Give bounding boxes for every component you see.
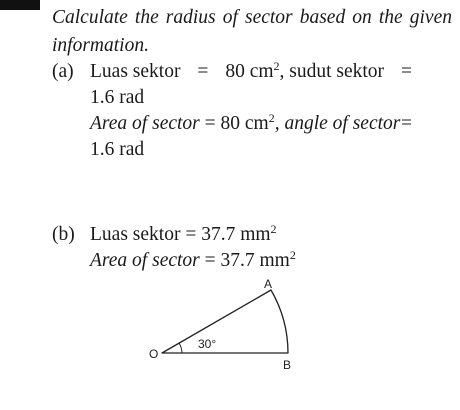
part-a-letter: (a) xyxy=(52,61,74,82)
point-a-label: A xyxy=(264,278,273,291)
part-a-malay-angle: 1.6 rad xyxy=(90,87,145,108)
part-a-english-label: Area of sector xyxy=(90,113,200,134)
part-b-malay-line xyxy=(90,222,450,248)
part-b-english-line xyxy=(90,248,450,274)
part-a-malay-value: 80 cm xyxy=(225,61,274,82)
part-b-english-equals: = xyxy=(199,250,221,271)
part-b-english-label: Area of sector xyxy=(90,250,200,271)
part-b-malay-label: Luas sektor xyxy=(90,224,181,245)
part-a-english-angle: 1.6 rad xyxy=(90,139,145,160)
part-a-english-exponent: 2 xyxy=(268,111,275,125)
part-a-english-tail-equals: = xyxy=(401,113,412,134)
question-instruction: Calculate the radius of sector based on the given information. xyxy=(52,7,452,56)
part-a-english-value: 80 cm xyxy=(220,113,269,134)
part-a-body xyxy=(90,59,450,163)
part-b-letter: (b) xyxy=(52,224,75,245)
part-a-malay-lead: Luas sektor xyxy=(90,61,181,82)
part-b-malay-value: 37.7 mm xyxy=(201,224,271,245)
sector-shape xyxy=(162,290,288,353)
point-b-label: B xyxy=(283,358,292,372)
part-a-english-equals: = xyxy=(199,113,221,134)
part-a-english-group xyxy=(90,111,400,137)
part-a-malay-equals: = xyxy=(197,61,209,82)
part-a-malay-tail-equals: = xyxy=(401,61,412,82)
part-a-malay-exponent: 2 xyxy=(273,59,280,73)
part-b-malay-equals: = xyxy=(180,224,202,245)
part-a-english-line-1 xyxy=(90,111,412,137)
question-number-marker xyxy=(0,0,40,10)
part-a-malay-line-1 xyxy=(90,59,412,85)
part-b-malay-exponent: 2 xyxy=(270,222,277,236)
angle-label: 30° xyxy=(198,337,217,351)
part-a-english-tail-label: , angle of sector xyxy=(274,113,401,134)
part-a-malay-tail-label: , sudut sektor xyxy=(279,61,385,82)
sector-diagram xyxy=(130,278,310,378)
part-b-english-exponent: 2 xyxy=(289,248,296,262)
part-a-malay-value-group xyxy=(225,59,384,85)
part-b-body xyxy=(90,222,450,274)
point-o-label: O xyxy=(149,347,159,361)
angle-arc xyxy=(179,343,182,353)
part-b-english-value: 37.7 mm xyxy=(220,250,290,271)
